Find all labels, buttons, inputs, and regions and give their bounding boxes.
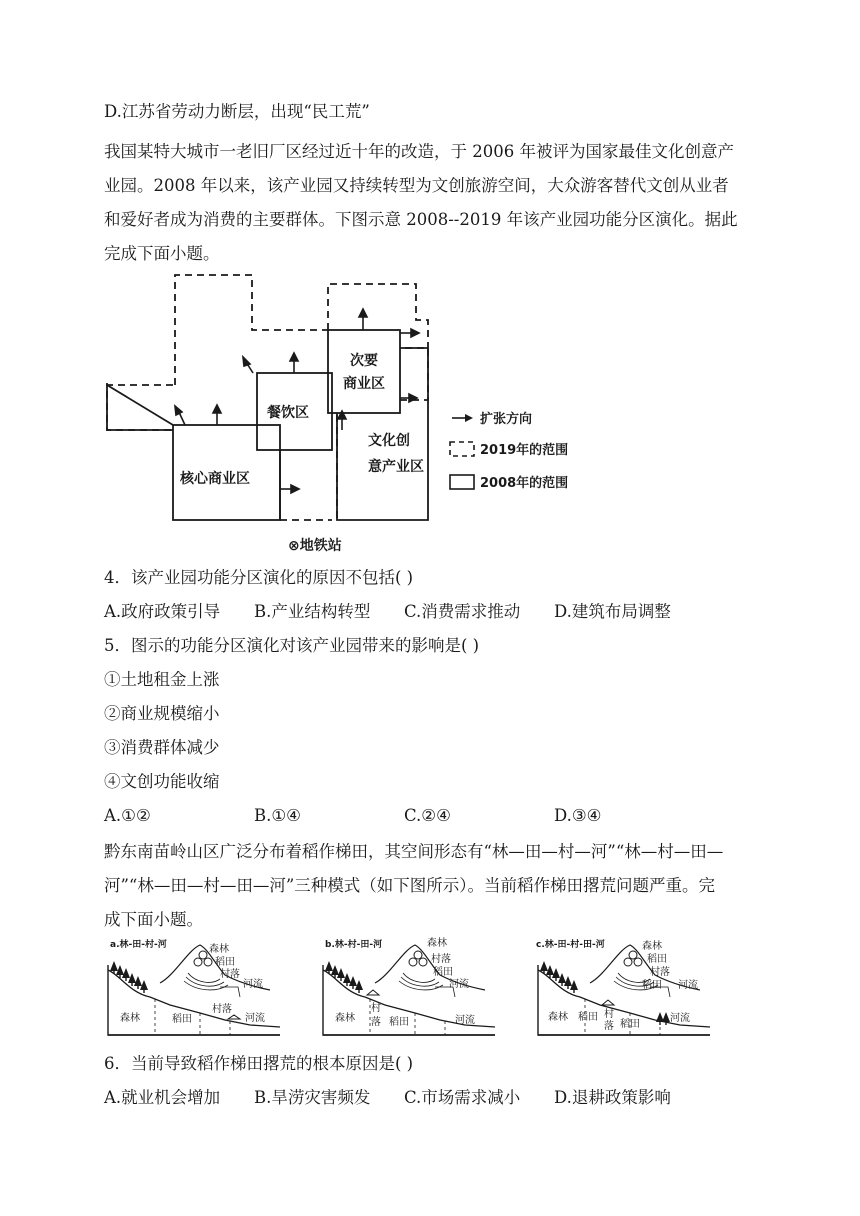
panel-a-village-top: 村落 bbox=[220, 969, 240, 980]
panel-a-title: a.林-田-村-河 bbox=[110, 940, 167, 950]
panel-c-paddy-top: 稻田 bbox=[647, 954, 667, 965]
panel-c-forest-top: 森林 bbox=[642, 941, 662, 952]
panel-c-forest: 森林 bbox=[548, 1012, 568, 1023]
passage1-line1: 我国某特大城市一老旧厂区经过近十年的改造，于 2006 年被评为国家最佳文化创意产 bbox=[104, 142, 734, 161]
passage2-line3: 成下面小题。 bbox=[104, 910, 203, 929]
panel-c-river-top: 河流 bbox=[678, 980, 698, 991]
previous-option-d: D.江苏省劳动力断层，出现“民工荒” bbox=[104, 102, 370, 121]
question-4: 4．该产业园功能分区演化的原因不包括( ) bbox=[104, 568, 414, 587]
q4-option-d[interactable]: D.建筑布局调整 bbox=[554, 602, 671, 621]
q6-option-a[interactable]: A.就业机会增加 bbox=[104, 1088, 221, 1107]
legend-arrow-label: 扩张方向 bbox=[480, 412, 533, 427]
q5-option-d[interactable]: D.③④ bbox=[554, 806, 602, 825]
panel-c-paddy2: 稻田 bbox=[620, 1019, 640, 1030]
legend-solid-label: 2008年的范围 bbox=[480, 476, 569, 491]
panel-c-title: c.林-田-村-田-河 bbox=[536, 940, 605, 950]
statement-2: ②商业规模缩小 bbox=[104, 704, 220, 723]
passage2-line2: 河”“林—田—村—田—河”三种模式（如下图所示）。当前稻作梯田撂荒问题严重。完 bbox=[104, 876, 716, 895]
panel-a-paddy: 稻田 bbox=[172, 1014, 192, 1025]
q6-option-b[interactable]: B.旱涝灾害频发 bbox=[254, 1088, 371, 1107]
secondary-commerce-zone bbox=[328, 330, 400, 413]
panel-c-village-2: 落 bbox=[604, 1021, 614, 1032]
secondary-label-2: 商业区 bbox=[343, 376, 385, 392]
passage1-line4: 完成下面小题。 bbox=[104, 244, 220, 263]
panel-b-paddy: 稻田 bbox=[389, 1017, 409, 1028]
legend-dashed-label: 2019年的范围 bbox=[480, 443, 569, 458]
panel-a-forest-top: 森林 bbox=[209, 944, 229, 955]
passage1-line3: 和爱好者成为消费的主要群体。下图示意 2008--2019 年该产业园功能分区演化。据此 bbox=[104, 210, 738, 229]
q5-option-b[interactable]: B.①④ bbox=[254, 806, 301, 825]
question-5-options bbox=[104, 805, 601, 827]
panel-b-village-2: 落 bbox=[371, 1017, 381, 1028]
panel-a-river-top: 河流 bbox=[243, 979, 263, 990]
panel-b-village-top: 村落 bbox=[431, 954, 451, 965]
q4-option-a[interactable]: A.政府政策引导 bbox=[104, 602, 221, 621]
q4-option-c[interactable]: C.消费需求推动 bbox=[404, 602, 521, 621]
panel-b-forest: 森林 bbox=[335, 1013, 355, 1024]
core-commerce-label: 核心商业区 bbox=[180, 471, 250, 487]
panel-a-river: 河流 bbox=[245, 1013, 265, 1024]
panel-b-river: 河流 bbox=[455, 1015, 475, 1026]
q4-option-b[interactable]: B.产业结构转型 bbox=[254, 602, 371, 621]
panel-c-village-1: 村 bbox=[604, 1009, 614, 1020]
passage1-line2: 业园。2008 年以来，该产业园又持续转型为文创旅游空间，大众游客替代文创从业者 bbox=[104, 176, 729, 195]
question-5: 5．图示的功能分区演化对该产业园带来的影响是( ) bbox=[104, 636, 480, 655]
q5-option-c[interactable]: C.②④ bbox=[404, 806, 451, 825]
panel-a bbox=[108, 938, 280, 1035]
terrace-patterns-figure bbox=[100, 935, 760, 1045]
creative-label-2: 意产业区 bbox=[368, 459, 424, 475]
zoning-diagram bbox=[100, 270, 590, 560]
q6-option-d[interactable]: D.退耕政策影响 bbox=[554, 1088, 671, 1107]
legend bbox=[450, 411, 568, 491]
panel-b-paddy-top: 稻田 bbox=[433, 967, 453, 978]
question-6-options bbox=[104, 1087, 671, 1109]
panel-c-village-top: 村落 bbox=[650, 967, 670, 978]
panel-b bbox=[323, 936, 495, 1035]
statement-3: ③消费群体减少 bbox=[104, 738, 220, 757]
panel-c bbox=[536, 938, 710, 1035]
statement-1: ①土地租金上涨 bbox=[104, 670, 220, 689]
food-zone-label: 餐饮区 bbox=[267, 405, 309, 421]
panel-b-river-top: 河流 bbox=[449, 979, 469, 990]
panel-b-title: b.林-村-田-河 bbox=[325, 940, 383, 950]
panel-a-forest: 森林 bbox=[120, 1013, 140, 1024]
panel-c-river: 河流 bbox=[670, 1013, 690, 1024]
panel-a-paddy-top: 稻田 bbox=[215, 957, 235, 968]
panel-a-village: 村落 bbox=[212, 1004, 232, 1015]
metro-station-label: ⊗地铁站 bbox=[288, 538, 342, 554]
panel-c-paddy: 稻田 bbox=[578, 1012, 598, 1023]
panel-b-forest-top: 森林 bbox=[427, 938, 447, 949]
q5-option-a[interactable]: A.①② bbox=[104, 806, 151, 825]
panel-c-paddy-top2: 稻田 bbox=[642, 980, 662, 991]
creative-label-1: 文化创 bbox=[368, 433, 410, 449]
question-6: 6．当前导致稻作梯田撂荒的根本原因是( ) bbox=[104, 1054, 414, 1073]
panel-b-village-1: 村 bbox=[371, 1003, 381, 1014]
q6-option-c[interactable]: C.市场需求减小 bbox=[404, 1088, 521, 1107]
statement-4: ④文创功能收缩 bbox=[104, 772, 220, 791]
passage2-line1: 黔东南苗岭山区广泛分布着稻作梯田，其空间形态有“林—田—村—河”“林—村—田— bbox=[104, 842, 724, 861]
secondary-label-1: 次要 bbox=[350, 353, 378, 369]
question-4-options bbox=[104, 601, 671, 623]
